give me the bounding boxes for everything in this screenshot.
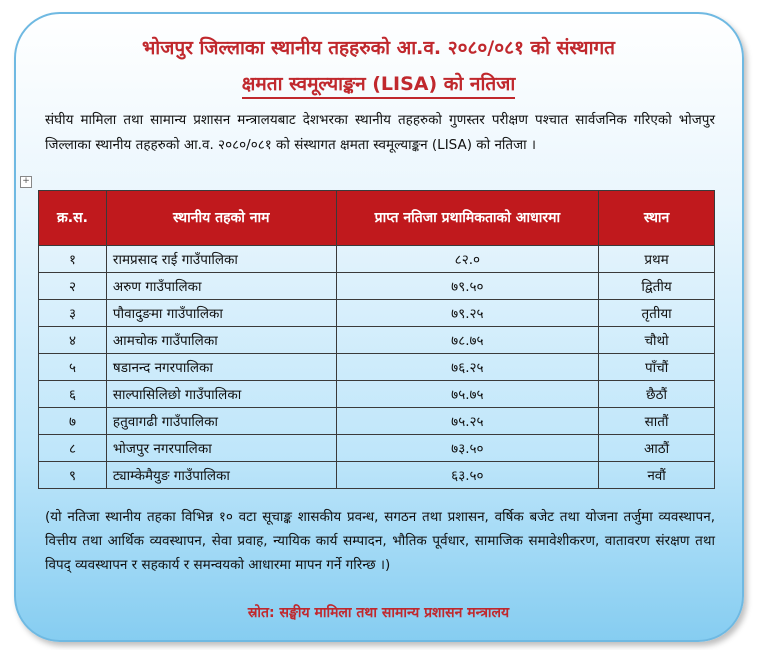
cell-score: ६३.५० (336, 462, 599, 489)
header-score: प्राप्त नतिजा प्रथामिकताको आधारमा (336, 191, 599, 246)
cell-serial: ९ (39, 462, 107, 489)
cell-name: साल्पासिलिछो गाउँपालिका (106, 381, 336, 408)
cell-rank: सातौं (599, 408, 715, 435)
cell-rank: तृतीया (599, 300, 715, 327)
cell-serial: ४ (39, 327, 107, 354)
cell-name: आमचोक गाउँपालिका (106, 327, 336, 354)
cell-name: अरुण गाउँपालिका (106, 273, 336, 300)
table-row (39, 408, 715, 435)
cell-rank: नवौं (599, 462, 715, 489)
cell-name: षडानन्द नगरपालिका (106, 354, 336, 381)
cell-serial: ५ (39, 354, 107, 381)
cell-score: ७३.५० (336, 435, 599, 462)
cell-rank: प्रथम (599, 246, 715, 273)
cell-rank: आठौं (599, 435, 715, 462)
cell-serial: १ (39, 246, 107, 273)
cell-score: ७६.२५ (336, 354, 599, 381)
methodology-note: (यो नतिजा स्थानीय तहका विभिन्न १० वटा सूचाङ्क शासकीय प्रवन्ध, सगठन तथा प्रशासन, वर्षिक बजेट तथा योजना तर्जुमा व्यवस्थापन, वित्तीय तथा आर्थिक व्यवस्थापन, सेवा प्रवाह, न्यायिक कार्य सम्पादन, भौतिक पूर्वधार, सामाजिक समावेशीकरण, वातावरण संरक्षण तथा विपद् व्यवस्थापन र सहकार्य र समन्वयको आधारमा मापन गर्ने गरिन्छ ।) (45, 509, 715, 573)
source-credit: स्रोत: सङ्घीय मामिला तथा सामान्य प्रशासन मन्त्रालय (247, 605, 510, 621)
cell-score: ८२.० (336, 246, 599, 273)
cell-score: ७९.५० (336, 273, 599, 300)
cell-name: ट्याम्केमैयुङ गाउँपालिका (106, 462, 336, 489)
header-rank: स्थान (599, 191, 715, 246)
cell-score: ७९.२५ (336, 300, 599, 327)
table-row (39, 300, 715, 327)
cell-name: रामप्रसाद राई गाउँपालिका (106, 246, 336, 273)
cell-score: ७८.७५ (336, 327, 599, 354)
results-table (38, 190, 715, 489)
header-serial: क्र.स. (39, 191, 107, 246)
title-line-1: भोजपुर जिल्लाका स्थानीय तहहरुको आ.व. २०८०/०८१ को संस्थागत (141, 37, 616, 59)
cell-serial: ६ (39, 381, 107, 408)
cell-rank: पाँचौं (599, 354, 715, 381)
table-row (39, 327, 715, 354)
intro-paragraph: संघीय मामिला तथा सामान्य प्रशासन मन्त्रालयबाट देशभरका स्थानीय तहहरुको गुणस्तर परीक्षण पश्चात सार्वजनिक गरिएको भोजपुर जिल्लाका स्थानीय तहहरुको आ.व. २०८०/०८१ को संस्थागत क्षमता स्वमूल्याङ्कन (LISA) को नतिजा । (45, 112, 715, 153)
table-header-row (39, 191, 715, 246)
cell-name: पौवादुङमा गाउँपालिका (106, 300, 336, 327)
table-row (39, 381, 715, 408)
title-line-2 (0, 70, 757, 98)
cell-rank: छैठौं (599, 381, 715, 408)
cell-score: ७५.२५ (336, 408, 599, 435)
table-row (39, 435, 715, 462)
cell-serial: ७ (39, 408, 107, 435)
title-line-2-text: क्षमता स्वमूल्याङ्कन (LISA) को नतिजा (242, 73, 515, 99)
header-local-level-name: स्थानीय तहको नाम (106, 191, 336, 246)
table-row (39, 273, 715, 300)
table-row (39, 354, 715, 381)
cell-serial: ८ (39, 435, 107, 462)
cell-score: ७५.७५ (336, 381, 599, 408)
cell-serial: ३ (39, 300, 107, 327)
cell-name: भोजपुर नगरपालिका (106, 435, 336, 462)
cell-name: हतुवागढी गाउँपालिका (106, 408, 336, 435)
cell-rank: चौथो (599, 327, 715, 354)
table-row (39, 246, 715, 273)
cell-rank: द्वितीय (599, 273, 715, 300)
cell-serial: २ (39, 273, 107, 300)
table-move-handle-icon[interactable]: + (20, 176, 32, 188)
table-row (39, 462, 715, 489)
